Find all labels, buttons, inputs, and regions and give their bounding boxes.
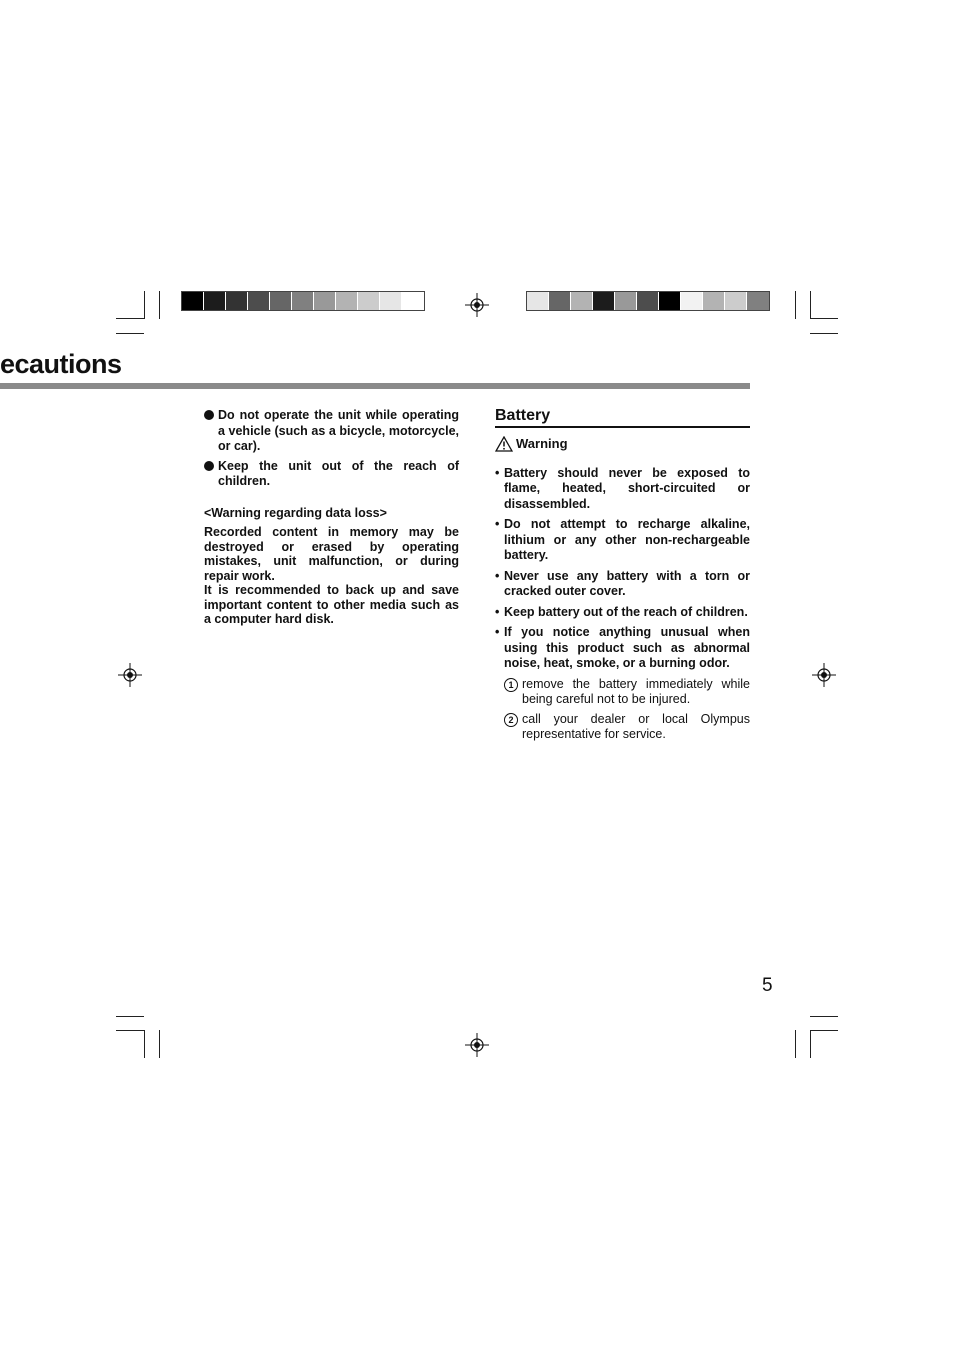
color-swatch xyxy=(725,292,747,310)
color-swatch xyxy=(314,292,336,310)
list-item xyxy=(204,459,459,490)
crop-mark xyxy=(810,291,811,319)
crop-mark xyxy=(810,1030,838,1031)
list-item-text: Never use any battery with a torn or cracked outer cover. xyxy=(504,568,750,598)
list-item-text: Keep battery out of the reach of children. xyxy=(504,604,748,619)
crop-mark xyxy=(810,333,838,334)
color-swatch xyxy=(747,292,769,310)
color-strip-left xyxy=(181,291,425,311)
color-swatch xyxy=(248,292,270,310)
color-swatch xyxy=(615,292,637,310)
color-swatch xyxy=(226,292,248,310)
page-number: 5 xyxy=(762,975,773,996)
list-item-text: Keep the unit out of the reach of children. xyxy=(218,458,459,488)
registration-mark-icon xyxy=(812,663,836,687)
registration-mark-icon xyxy=(465,293,489,317)
crop-mark xyxy=(810,1030,811,1058)
color-swatch xyxy=(336,292,358,310)
circled-number: 2 xyxy=(504,713,518,727)
list-item: • Do not attempt to recharge alkaline, lithium or any other non-rechargeable battery. xyxy=(495,517,750,562)
bullet-icon xyxy=(204,410,214,420)
registration-mark-icon xyxy=(118,663,142,687)
crop-mark xyxy=(795,1030,796,1058)
sub-list-item xyxy=(495,677,750,708)
list-item: • If you notice anything unusual when using this product such as abnormal noise, heat, smoke, or a burning odor. xyxy=(495,625,750,670)
sub-list-item-text: remove the battery immediately while being careful not to be injured. xyxy=(522,676,750,706)
circled-number: 1 xyxy=(504,678,518,692)
right-column xyxy=(495,408,750,747)
registration-mark-icon xyxy=(465,1033,489,1057)
data-loss-text-1: Recorded content in memory may be destroyed or erased by operating mistakes, unit malfunction, or during repair work. xyxy=(204,525,459,583)
list-item-text: Do not operate the unit while operating a vehicle (such as a bicycle, motorcycle, or car). xyxy=(218,408,459,453)
page-title: ecautions xyxy=(0,349,122,379)
data-loss-heading: <Warning regarding data loss> xyxy=(204,505,387,520)
warning-label xyxy=(495,436,750,452)
crop-mark xyxy=(144,1030,145,1058)
color-swatch xyxy=(659,292,681,310)
crop-mark xyxy=(159,291,160,319)
crop-mark xyxy=(144,291,145,319)
crop-mark xyxy=(810,1016,838,1017)
data-loss-text-2: It is recommended to back up and save important content to other media such as a computer hard disk. xyxy=(204,583,459,626)
color-swatch xyxy=(703,292,725,310)
color-swatch xyxy=(182,292,204,310)
color-swatch xyxy=(571,292,593,310)
list-item: • Keep battery out of the reach of children. xyxy=(495,604,748,619)
left-column xyxy=(204,408,459,627)
color-swatch xyxy=(527,292,549,310)
title-bar xyxy=(0,383,750,389)
crop-mark xyxy=(810,318,838,319)
color-swatch xyxy=(593,292,615,310)
sub-list-item xyxy=(495,712,750,743)
color-swatch xyxy=(681,292,703,310)
section-heading: Battery xyxy=(495,408,750,428)
battery-warning-list xyxy=(495,466,750,743)
crop-mark xyxy=(116,318,144,319)
list-item: • Never use any battery with a torn or cracked outer cover. xyxy=(495,568,750,598)
crop-mark xyxy=(116,333,144,334)
list-item-text: Do not attempt to recharge alkaline, lithium or any other non-rechargeable battery. xyxy=(504,517,750,562)
data-loss-paragraph xyxy=(204,525,459,627)
warning-text: Warning xyxy=(516,435,568,451)
color-swatch xyxy=(292,292,314,310)
warning-triangle-icon xyxy=(495,436,513,452)
bullet-icon xyxy=(204,461,214,471)
list-item xyxy=(204,408,459,455)
color-swatch xyxy=(358,292,380,310)
color-strip-right xyxy=(526,291,770,311)
crop-mark xyxy=(116,1030,144,1031)
color-swatch xyxy=(637,292,659,310)
crop-mark xyxy=(116,1016,144,1017)
color-swatch xyxy=(402,292,424,310)
list-item-text: Battery should never be exposed to flame, heated, short-circuited or disassembled. xyxy=(504,465,750,511)
list-item-text: If you notice anything unusual when using this product such as abnormal noise, heat, smoke, or a burning odor. xyxy=(504,625,750,670)
color-swatch xyxy=(380,292,402,310)
color-swatch xyxy=(549,292,571,310)
color-swatch xyxy=(270,292,292,310)
sub-list-item-text: call your dealer or local Olympus representative for service. xyxy=(522,711,750,741)
crop-mark xyxy=(795,291,796,319)
color-swatch xyxy=(204,292,226,310)
crop-mark xyxy=(159,1030,160,1058)
list-item: • Battery should never be exposed to flame, heated, short-circuited or disassembled. xyxy=(495,465,750,511)
